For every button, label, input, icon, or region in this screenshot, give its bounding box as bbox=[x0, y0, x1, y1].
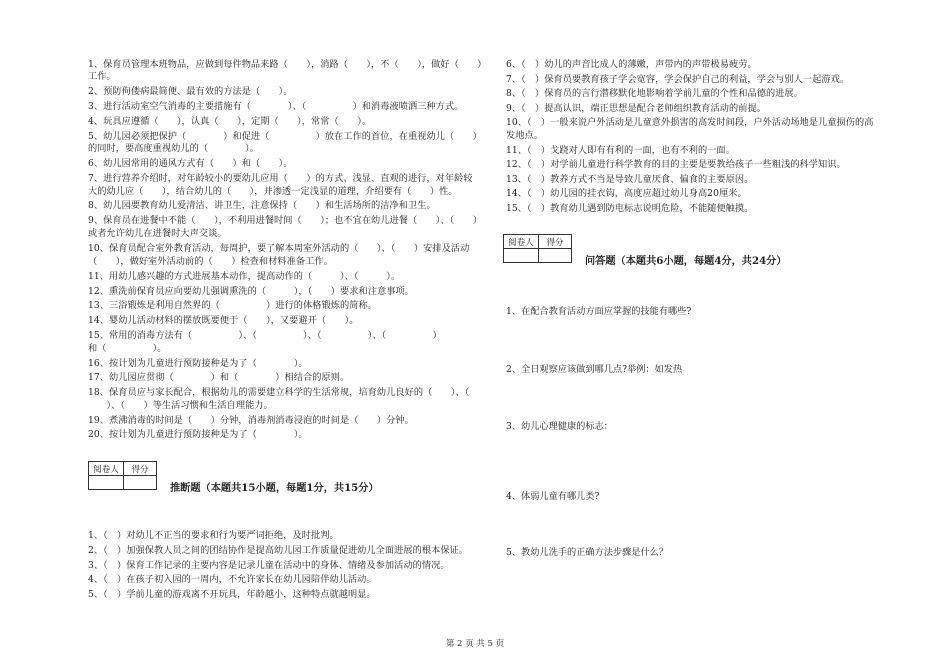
qa-item: 1、在配合教育活动方面应掌握的技能有哪些? bbox=[506, 306, 692, 317]
fill-line: 的同时，要高度重视幼儿的（ ）。 bbox=[88, 143, 259, 154]
score-header: 得分 bbox=[539, 235, 572, 249]
fill-line: 10、保育员配合室外教育活动，每周护，要了解本周室外活动的（ ）、（ ）安排及活动 bbox=[88, 243, 470, 254]
qa-item: 5、教幼儿洗手的正确方法步骤是什么？ bbox=[506, 547, 669, 558]
judge-item: 4、（ ）在孩子初入园的一周内，不允许家长在幼儿园陪伴幼儿活动。 bbox=[88, 574, 376, 585]
grader-cell bbox=[504, 249, 539, 263]
judge-section-title: 推断题（本题共15小题，每题1分，共15分） bbox=[170, 482, 379, 494]
fill-line: 4、玩具应遵循（ ），认真（ ），定期（ ），常常（ ）。 bbox=[88, 116, 372, 127]
qa-section-title: 问答题（本题共6小题，每题4分，共24分） bbox=[585, 255, 787, 267]
fill-line: 16、按计划为儿童进行预防接种是为了（ ）。 bbox=[88, 358, 308, 369]
fill-line: 19、煮沸消毒的时间是（ ）分钟，消毒剂消毒浸泡的时间是（ ）分钟。 bbox=[88, 415, 414, 426]
score-cell bbox=[539, 249, 572, 263]
page-number: 第 2 页 共 5 页 bbox=[445, 639, 505, 649]
fill-line: 20、按计划为儿童进行预防接种是为了（ ）。 bbox=[88, 429, 308, 440]
fill-line: 8、幼儿园要教育幼儿爱清洁、讲卫生，注意保持（ ）和生活场所的洁净和卫生。 bbox=[88, 200, 436, 211]
judge-item: 9、（ ）提高认识，端正思想是配合老师组织教育活动的前提。 bbox=[506, 103, 766, 114]
fill-line: ）、（ ）等生活习惯和生活自理能力。 bbox=[88, 400, 273, 411]
fill-line: 3、进行活动室空气消毒的主要措施有（ ）、（ ）和消毒液喷洒三种方式。 bbox=[88, 101, 464, 112]
judge-item: 11、（ ）戈跷对人即有有利的一面，也有不利的一面。 bbox=[506, 145, 735, 156]
fill-line: 12、熏洗前保育员应向要幼儿强调熏洗的（ ），（ ）要求和注意事项。 bbox=[88, 286, 414, 297]
fill-line: 18、保育员应与家长配合，根据幼儿的需要建立科学的生活常规，培育幼儿良好的（ ）、（ bbox=[88, 387, 470, 398]
fill-line: 大的幼儿应（ ），结合幼儿的（ ），并渗透一定浅显的道理，介绍要有（ ）性。 bbox=[88, 186, 458, 197]
grader-cell bbox=[89, 476, 124, 490]
fill-line: 和（ ）。 bbox=[88, 343, 167, 354]
fill-line: 14、婴幼儿活动材料的摆放既要便于（ ），又要避开（ ）。 bbox=[88, 315, 359, 326]
judge-item: 13、（ ）教养方式不当是导致儿童厌食、偏食的主要原因。 bbox=[506, 174, 754, 185]
judge-item: 12、（ ）对学前儿童进行科学教育的目的主要是要教给孩子一些粗浅的科学知识。 bbox=[506, 159, 846, 170]
judge-item: 2、（ ）加强保教人员之间的团结协作是提高幼儿园工作质量促进幼儿全面进展的根本保证。 bbox=[88, 545, 469, 556]
judge-item: 6、（ ）幼儿的声音比成人的薄嫩，声带内的声带极易疲劳。 bbox=[506, 59, 757, 70]
score-table bbox=[503, 234, 572, 263]
fill-line: 13、三浴锻炼是利用自然界的（ ）进行的体格锻炼的简称。 bbox=[88, 300, 377, 311]
judge-item: 1、（ ）对幼儿不正当的要求和行为要严词拒绝，及时批判。 bbox=[88, 530, 339, 541]
judge-item: 10、（ ）一般来说户外活动是儿童意外损害的高发时间段，户外活动场地是儿童损伤的高 bbox=[506, 117, 874, 128]
fill-line: （ ），做好室外活动前的（ ）检查和材料准备工作。 bbox=[88, 256, 333, 267]
fill-line: 6、幼儿园常用的通风方式有（ ）和（ ）。 bbox=[88, 158, 293, 169]
fill-line: 17、幼儿园应贯彻（ ）和（ ）相结合的原则。 bbox=[88, 372, 350, 383]
fill-line: 15、常用的消毒方法有（ ）、（ ）、（ ）、（ ） bbox=[88, 330, 442, 341]
judge-item: 发地点。 bbox=[506, 130, 543, 141]
judge-item: 5、（ ）学前儿童的游戏离不开玩具，年龄越小，这种特点就越明显。 bbox=[88, 589, 376, 600]
judge-item: 7、（ ）保育员要教育孩子学会宽容，学会保护自己的利益，学会与别人一起游戏。 bbox=[506, 74, 850, 85]
qa-item: 2、全日观察应该做到哪几点?举例：如发热 bbox=[506, 364, 683, 375]
fill-line: 11、用幼儿感兴趣的方式进展基本动作，提高动作的（ ）、（ ）。 bbox=[88, 271, 401, 282]
judge-item: 3、（ ）保育工作记录的主要内容是记录儿童在活动中的身体、情绪及参加活动的情况。 bbox=[88, 560, 450, 571]
fill-line: 2、预防佝偻病最简便、最有效的方法是（ ）。 bbox=[88, 86, 293, 97]
qa-item: 3、幼儿心理健康的标志： bbox=[506, 421, 613, 432]
grader-header: 阅卷人 bbox=[504, 235, 539, 249]
score-table bbox=[88, 461, 157, 490]
fill-line: 7、进行营养介绍时，对年龄较小的要幼儿应用（ ）的方式、浅显、直观的进行，对年龄较 bbox=[88, 173, 473, 184]
score-cell bbox=[124, 476, 157, 490]
score-header: 得分 bbox=[124, 462, 157, 476]
fill-line: 或者允许幼儿在进餐时大声交谈。 bbox=[88, 228, 227, 239]
fill-line: 5、幼儿园必须把保护（ ）和促进（ ）放在工作的首位，在重视幼儿（ ） bbox=[88, 131, 482, 142]
judge-item: 8、（ ）保育员的言行潜移默化地影响着学前儿童的个性和品德的进展。 bbox=[506, 88, 803, 99]
grader-header: 阅卷人 bbox=[89, 462, 124, 476]
qa-item: 4、体弱儿童有哪儿类? bbox=[506, 491, 600, 502]
fill-line: 工作。 bbox=[88, 71, 116, 82]
fill-line: 1、保育员管理本班物品，应做到每件物品来路（ ），消路（ ），不（ ），做好（ ） bbox=[88, 59, 487, 70]
fill-line: 9、保育员在进餐中不能（ ），不利用进餐时间（ ）；也不宜在幼儿进餐（ ）、（ ） bbox=[88, 215, 482, 226]
judge-item: 15、（ ）教育幼儿遇到防电标志说明危险，不能随便触摸。 bbox=[506, 203, 754, 214]
judge-item: 14、（ ）幼儿园的挂衣钩，高度应超过幼儿身高20厘米。 bbox=[506, 188, 747, 199]
